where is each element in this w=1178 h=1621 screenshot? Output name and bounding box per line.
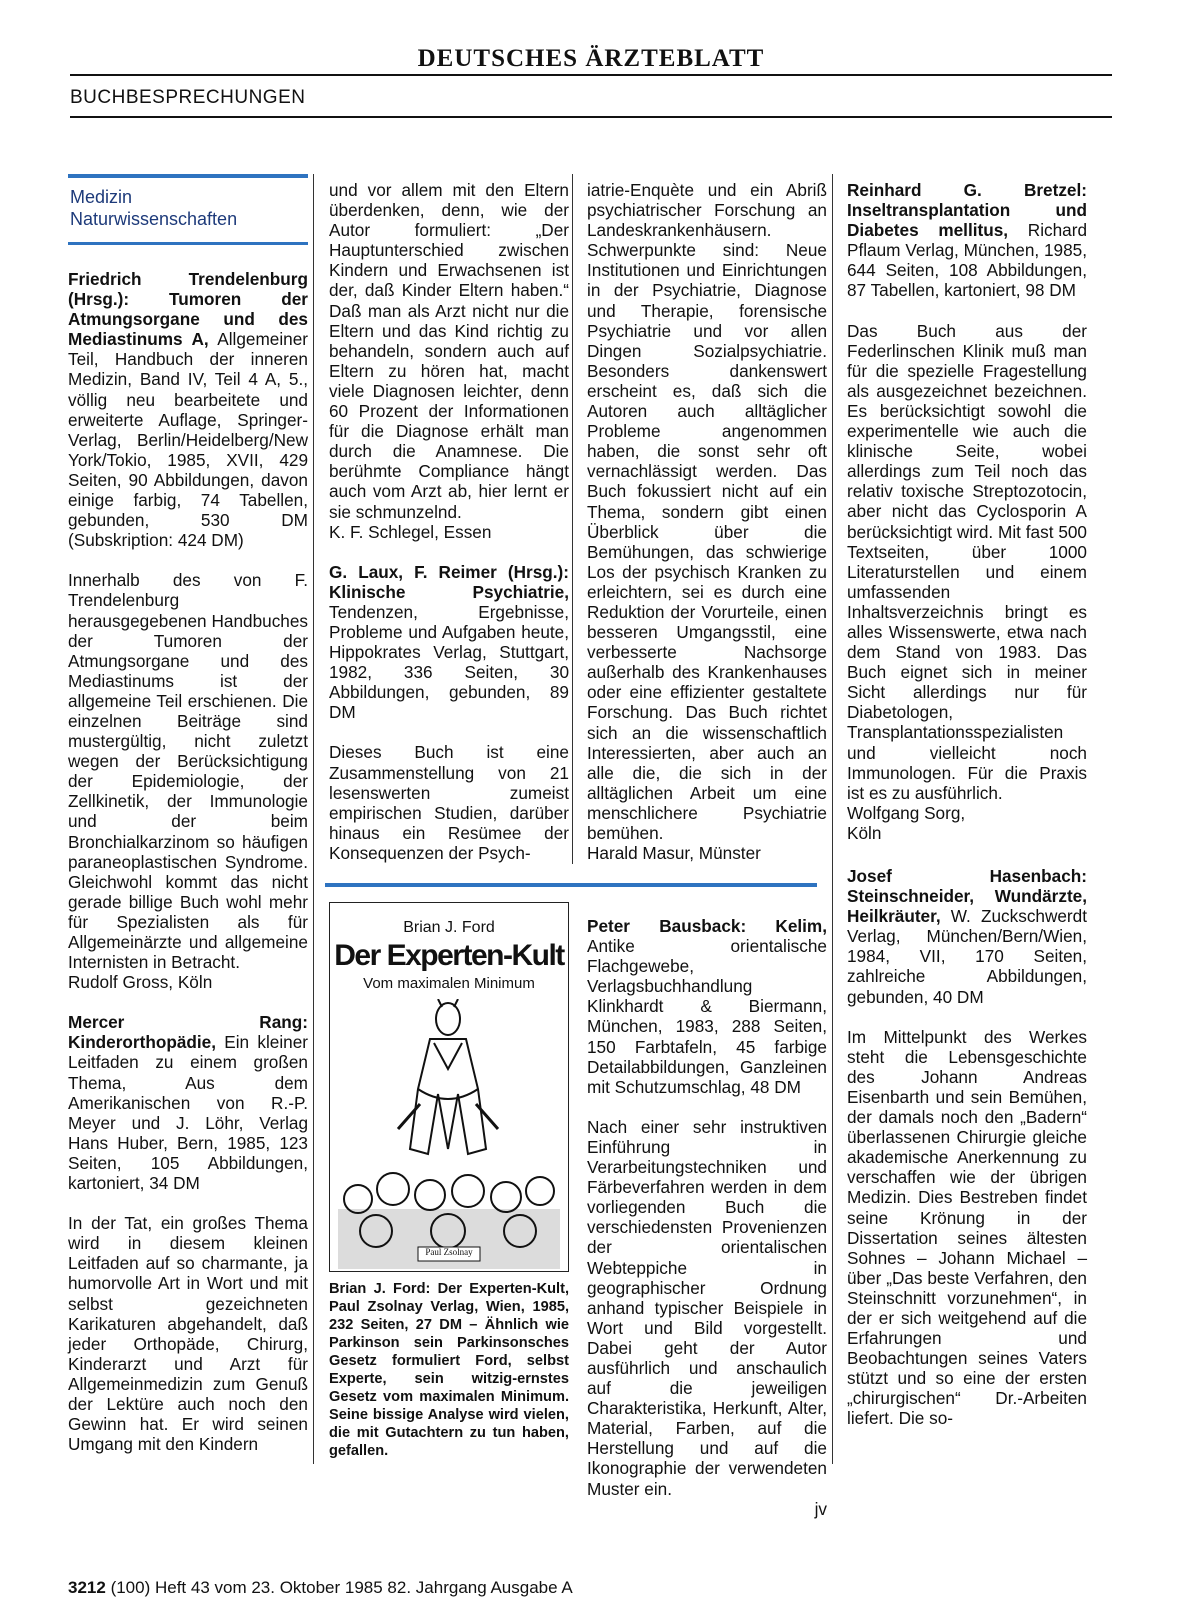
column-4 [847,180,1087,843]
review-3-header [329,562,569,723]
review-6-header [847,866,1087,1007]
review-4-title: Reinhard G. Bretzel: Inseltransplantation und Diabetes mellitus, [847,180,1087,241]
category-label [68,178,308,242]
review-4-meta: Richard Pflaum Verlag, München, 1985, 644 Seiten, 108 Abbildungen, 87 Tabellen, kartoniert, 98 DM [847,220,1087,301]
review-6-meta: W. Zuckschwerdt Verlag, München/Bern/Wien, 1984, VII, 170 Seiten, zahlreiche Abbildungen, gebunden, 40 DM [847,906,1087,1007]
review-6-title: Josef Hasenbach: Steinschneider, Wundärzte, Heilkräuter, [847,866,1087,927]
column-1 [68,174,308,1454]
review-3-meta: Tendenzen, Ergebnisse, Probleme und Aufgaben heute, Hippokrates Verlag, Stuttgart, 1982, 336 Seiten, 30 Abbildungen, gebunden, 89 DM [329,601,569,723]
review-3-signature: Harald Masur, Münster [587,843,761,864]
column-2 [329,180,569,863]
column-3-lower [587,916,827,1519]
review-4-header [847,180,1087,301]
book-caption: Brian J. Ford: Der Experten-Kult, Paul Zsolnay Verlag, Wien, 1985, 232 Seiten, 27 DM – Ähnlich wie Parkinson sein Parkinsonsches Gesetz formuliert Ford, selbst Experte, sein witzig-ernstes Gesetz vom maximalen Minimum. Seine bissige Analyse wird vielen, die mit Gutachtern zu tun haben, gefallen. [329,1281,569,1459]
review-1-title: Friedrich Trendelenburg (Hrsg.): Tumoren der Atmungsorgane und des Mediastinums A, [68,269,308,350]
category-bar-bottom [68,242,308,245]
review-5-signature: jv [814,1498,827,1519]
review-1-signature: Rudolf Gross, Köln [68,972,213,993]
review-3-title: G. Laux, F. Reimer (Hrsg.): Klinische Psychiatrie, [329,561,569,602]
review-3-body-cont: iatrie-Enquète und ein Abriß psychiatrischer Forschung an Landeskrankenhäusern. Schwerpunkte sind: Neue Institutionen und Einrichtungen in der Psychiatrie, Diagnose und Therapie, forensische Psychiatrie und vor allen Dingen Sozialpsychiatrie. Besonders dankenswert erscheint es, daß sich die Autoren auch alltäglicher Probleme angenommen haben, die sonst sehr oft vernachlässigt werden. Das Buch fokussiert nicht auf ein Thema, sondern gibt einen Überblick über die Bemühungen, das schwierige Los der psychisch Kranken zu erleichtern, sei es durch eine Reduktion der Vorurteile, einen besseren Umgangsstil, eine verbesserte Nachsorge außerhalb des Krankenhauses oder eine effizienter gestaltete Forschung. Das Buch richtet sich an die wissenschaftlich Interessierten, aber auch an alle die, die sich in der alltäglichen Arbeit um eine menschlichere Psychiatrie bemühen. [587,180,827,843]
cover-illustration [338,999,560,1269]
review-5-meta: Antike orientalische Flachgewebe, Verlagsbuchhandlung Klinkhardt & Biermann, München, 1983, 288 Seiten, 150 Farbtafeln, 45 farbige Detailabbildungen, Ganzleinen mit Schutzumschlag, 48 DM [587,936,827,1097]
feature-rule [325,883,817,887]
section-title: BUCHBESPRECHUNGEN [70,87,306,108]
review-5-header [587,916,827,1097]
cover-publisher-mark: Paul Zsolnay [425,1247,473,1257]
review-2-header [68,1012,308,1193]
section-rule [70,116,1112,118]
review-1-body: Innerhalb des von F. Trendelenburg herausgegebenen Handbuches der Tumoren der Atmungsorgane und des Mediastinums ist der allgemeine Teil erschienen. Die einzelnen Beiträge sind mustergültig, nicht zuletzt wegen der Berücksichtigung der Epidemiologie, der Zellkinetik, der Immunologie und der beim Bronchialkarzinom so häufigen paraneoplastischen Syndrome. Gleichwohl kommt das nicht gerade billige Buch wohl mehr für Spezialisten als für Allgemeinärzte und allgemeine Internisten in Betracht. [68,570,308,973]
category-box [68,174,308,245]
review-1-meta: Allgemeiner Teil, Handbuch der inneren Medizin, Band IV, Teil 4 A, 5., völlig neu bearbeitete und erweiterte Auflage, Springer-Verlag, Berlin/Heidelberg/New York/Tokio, 1985, XVII, 429 Seiten, 90 Abbildungen, davon einige farbig, 74 Tabellen, gebunden, 530 DM (Subskription: 424 DM) [68,329,308,551]
page-footer [68,1578,573,1598]
review-2-meta: Ein kleiner Leitfaden zu einem großen Thema, Aus dem Amerikanischen von R.-P. Meyer und J. Löhr, Verlag Hans Huber, Bern, 1985, 123 Seiten, 105 Abbildungen, kartoniert, 34 DM [68,1032,308,1194]
page-number: 3212 [68,1578,106,1597]
review-5-title: Peter Bausback: Kelim, [587,916,827,936]
review-3-body: Dieses Buch ist eine Zusammenstellung von 21 lesenswerten zumeist empirischen Studien, darüber hinaus ein Resümee der Konsequenzen der Psych- [329,742,569,863]
review-6-body: Im Mittelpunkt des Werkes steht die Lebensgeschichte des Johann Andreas Eisenbarth und sein Bemühen, der damals noch den „Badern“ überlassenen Chirurgie gleiche akademische Anerkennung zu verschaffen wie der übrigen Medizin. Dies Bestreben findet seine Krönung in der Dissertation seines ältesten Sohnes – Johann Michael – über „Das beste Verfahren, den Steinschnitt vorzunehmen“, in der er sich weitgehend auf die Erfahrungen und Beobachtungen seines Vaters stützt und so eine der ersten „chirurgischen“ Dr.-Arbeiten liefert. Die so- [847,1026,1087,1429]
review-2-body: In der Tat, ein großes Thema wird in diesem kleinen Leitfaden auf so charmante, ja humorvolle Art in Wort und mit selbst gezeichneten Karikaturen abgehandelt, daß jeder Orthopäde, Chirurg, Kinderarzt und Arzt für Allgemeinmedizin zum Genuß der Lektüre auch noch den Gewinn hat. Er wird seinen Umgang mit den Kindern [68,1213,308,1455]
review-1-header [68,269,308,550]
column-3 [587,180,827,863]
review-2-title: Mercer Rang: Kinderorthopädie, [68,1012,308,1053]
review-4-signature-name: Wolfgang Sorg, [847,802,966,823]
category-line-1: Medizin [70,187,133,207]
cover-subtitle: Vom maximalen Minimum [363,975,535,992]
book-feature [329,902,569,1474]
column-4-lower [847,866,1087,1429]
column-divider-3 [832,174,833,1464]
review-2-signature: K. F. Schlegel, Essen [329,521,492,542]
column-divider-2 [572,174,573,864]
masthead: DEUTSCHES ÄRZTEBLATT [417,45,765,72]
cover-title: Der Experten-Kult [334,939,564,972]
cover-author: Brian J. Ford [403,919,495,936]
review-4-signature-city: Köln [847,822,882,843]
column-divider-1 [313,174,314,1464]
masthead-rule [70,74,1112,76]
category-line-2: Naturwissenschaften [70,209,238,229]
issue-info: (100) Heft 43 vom 23. Oktober 1985 82. Jahrgang Ausgabe A [110,1578,573,1597]
review-4-body: Das Buch aus der Federlinschen Klinik muß man für die spezielle Fragestellung als ausgezeichnet bezeichnen. Es berücksichtigt sowohl die experimentelle wie auch die klinische Seite, wobei allerdings zum Teil noch das relativ toxische Streptozotocin, aber nicht das Cyclosporin A berücksichtigt wird. Mit fast 500 Textseiten, über 1000 Literaturstellen und einem umfassenden Inhaltsverzeichnis bringt es alles Wissenswerte, etwa nach dem Stand von 1983. Das Buch eignet sich in meiner Sicht allerdings nur für Diabetologen, Transplantationsspezialisten und vielleicht noch Immunologen. Für die Praxis ist es zu ausführlich. [847,320,1087,803]
review-5-body: Nach einer sehr instruktiven Einführung in Verarbeitungstechniken und Färbeverfahren werden in dem vorliegenden Buch die verschiedensten Provenienzen der orientalischen Webteppiche in geographischer Ordnung anhand typischer Beispiele in Wort und Bild vorgestellt. Dabei geht der Autor ausführlich und anschaulich auf die jeweiligen Charakteristika, Herkunft, Alter, Material, Farben, auf die Herstellung und auf die Ikonographie der verwendeten Muster ein. [587,1116,827,1499]
review-2-body-cont: und vor allem mit den Eltern überdenken, denn, wie der Autor formuliert: „Der Hauptunterschied zwischen Kindern und Erwachsenen ist der, daß Kinder Eltern haben.“ Daß man als Arzt nicht nur die Eltern und das Kind richtig zu behandeln, sondern auch auf Eltern zu hören hat, macht viele Diagnosen leichter, denn 60 Prozent der Informationen für die Diagnose erhält man durch die Anamnese. Die berühmte Compliance hängt auch vom Arzt ab, hier lernt er sie schmunzelnd. [329,180,569,522]
book-cover-image [329,902,569,1272]
